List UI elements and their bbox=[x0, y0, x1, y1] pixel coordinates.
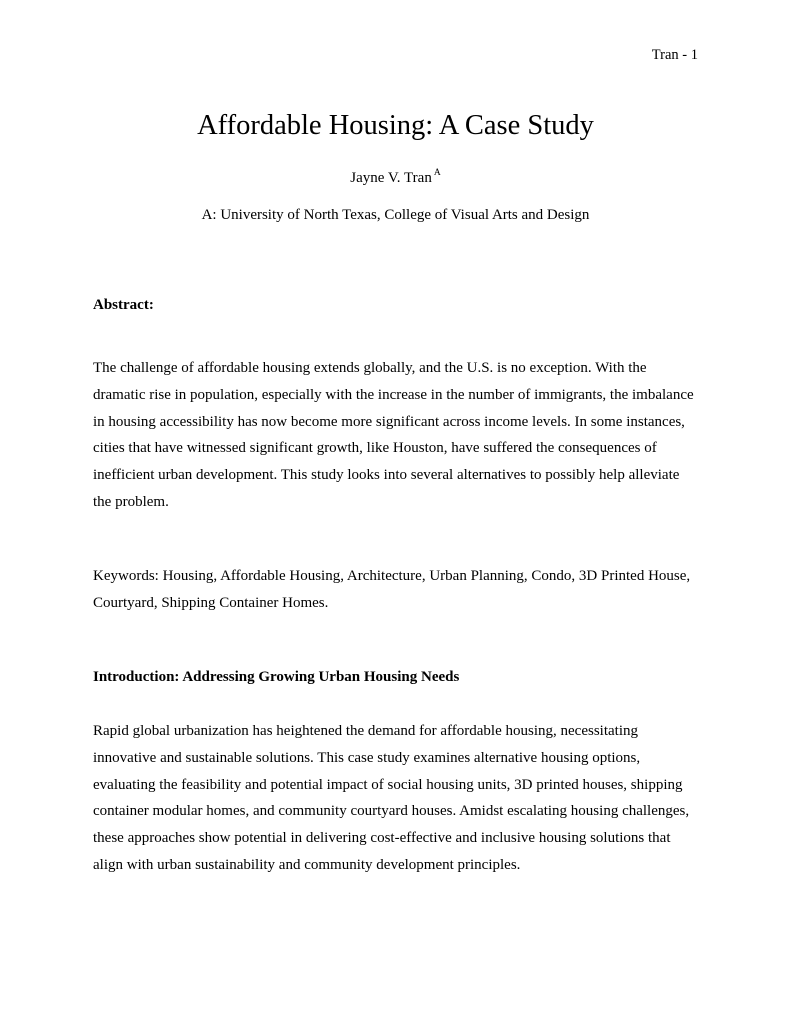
paper-title: Affordable Housing: A Case Study bbox=[197, 110, 594, 141]
author-affiliation: A: University of North Texas, College of Visual Arts and Design bbox=[201, 207, 590, 223]
abstract-heading: Abstract: bbox=[93, 297, 154, 313]
introduction-heading: Introduction: Addressing Growing Urban Housing Needs bbox=[93, 669, 460, 685]
abstract-body: The challenge of affordable housing extends globally, and the U.S. is no exception. With the dramatic rise in population, especially with the increase in the number of immigrants, the imbalance in housing accessibility has now become more significant across income levels. In some instances, cities that have witnessed significant growth, like Houston, have suffered the consequences of inefficient urban development. This study looks into several alternatives to possibly help alleviate the problem. bbox=[93, 360, 694, 510]
introduction-body: Rapid global urbanization has heightened the demand for affordable housing, necessitating innovative and sustainable solutions. This case study examines alternative housing options, evaluating the feasibility and potential impact of social housing units, 3D printed houses, shipping container modular homes, and community courtyard houses. Amidst escalating housing challenges, these approaches show potential in delivering cost-effective and inclusive housing solutions that align with urban sustainability and community development principles. bbox=[93, 723, 690, 873]
author-name: Jayne V. Tran bbox=[350, 170, 432, 186]
keywords-paragraph: Keywords: Housing, Affordable Housing, Architecture, Urban Planning, Condo, 3D Printed House, Courtyard, Shipping Container Homes. bbox=[93, 568, 691, 611]
running-header: Tran - 1 bbox=[651, 47, 698, 63]
author-line bbox=[0, 168, 791, 188]
author-affiliation-mark: A bbox=[433, 168, 441, 178]
